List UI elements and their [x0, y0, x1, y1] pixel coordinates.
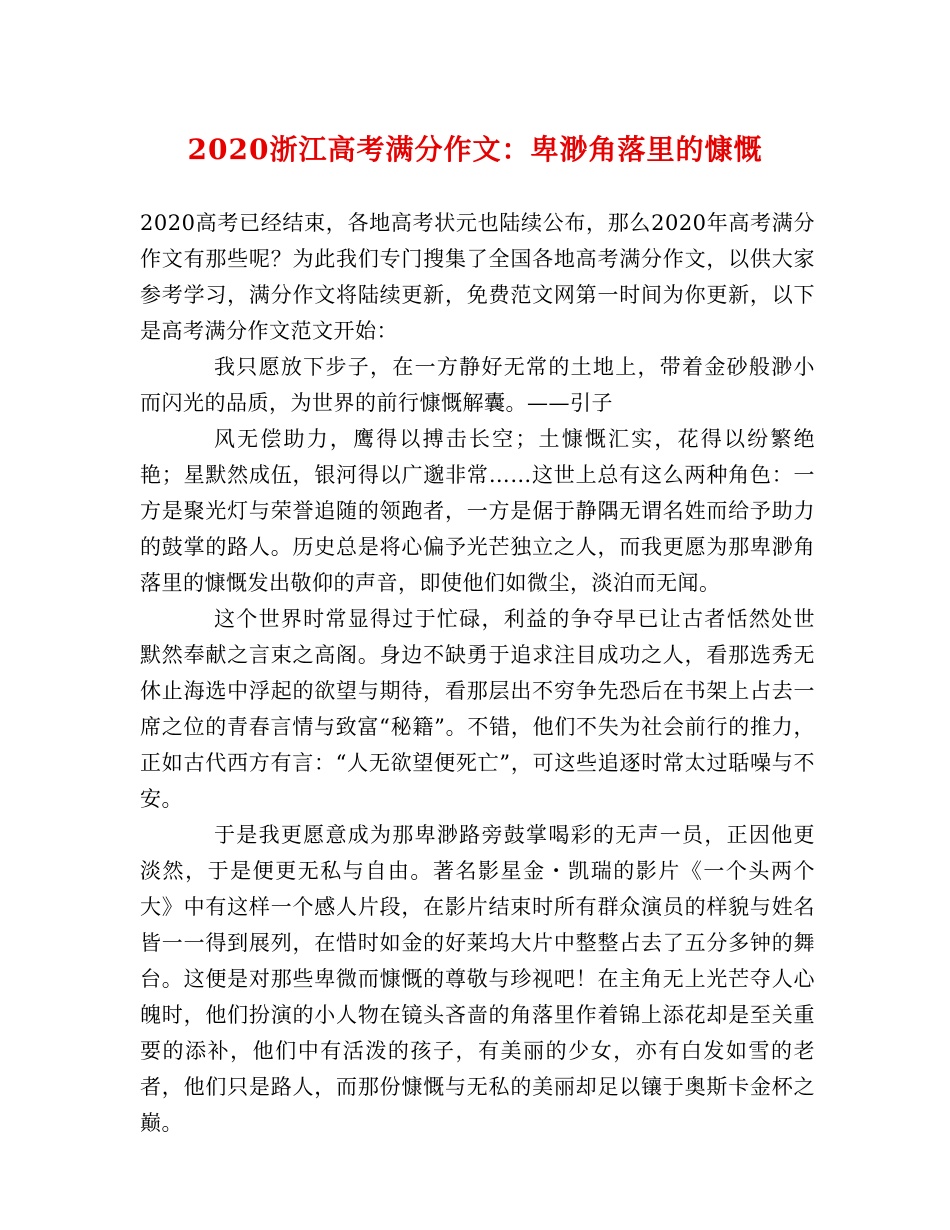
epigraph-paragraph: 我只愿放下步子，在一方静好无常的土地上，带着金砂般渺小而闪光的品质，为世界的前行慷慨解囊。——引子 — [140, 355, 815, 415]
body-paragraph-1: 风无偿助力，鹰得以搏击长空；土慷慨汇实，花得以纷繁绝艳；星默然成伍，银河得以广邈非常……这世上总有这么两种角色：一方是聚光灯与荣誉追随的领跑者，一方是倨于静隅无谓名姓而给予助力的鼓掌的路人。历史总是将心偏予光芒独立之人，而我更愿为那卑渺角落里的慷慨发出敬仰的声音，即使他们如微尘，淡泊而无闻。 — [140, 427, 815, 595]
document-title: 2020浙江高考满分作文：卑渺角落里的慷慨 — [187, 133, 763, 166]
body-paragraph-2: 这个世界时常显得过于忙碌，利益的争夺早已让古者恬然处世默然奉献之言束之高阁。身边不缺勇于追求注目成功之人，看那选秀无休止海选中浮起的欲望与期待，看那层出不穷争先恐后在书架上占去一席之位的青春言情与致富“秘籍”。不错，他们不失为社会前行的推力，正如古代西方有言：“人无欲望便死亡”，可这些追逐时常太过聒噪与不安。 — [140, 607, 815, 811]
document-body — [140, 205, 815, 1141]
intro-paragraph: 2020高考已经结束，各地高考状元也陆续公布，那么2020年高考满分作文有那些呢？为此我们专门搜集了全国各地高考满分作文，以供大家参考学习，满分作文将陆续更新，免费范文网第一时间为你更新，以下是高考满分作文范文开始： — [140, 211, 815, 343]
body-paragraph-3: 于是我更愿意成为那卑渺路旁鼓掌喝彩的无声一员，正因他更淡然，于是便更无私与自由。著名影星金・凯瑞的影片《一个头两个大》中有这样一个感人片段，在影片结束时所有群众演员的样貌与姓名皆一一得到展列，在惜时如金的好莱坞大片中整整占去了五分多钟的舞台。这便是对那些卑微而慷慨的尊敬与珍视吧！在主角无上光芒夺人心魄时，他们扮演的小人物在镜头吝啬的角落里作着锦上添花却是至关重要的添补，他们中有活泼的孩子，有美丽的少女，亦有白发如雪的老者，他们只是路人，而那份慷慨与无私的美丽却足以镶于奥斯卡金杯之巅。 — [140, 823, 815, 1135]
